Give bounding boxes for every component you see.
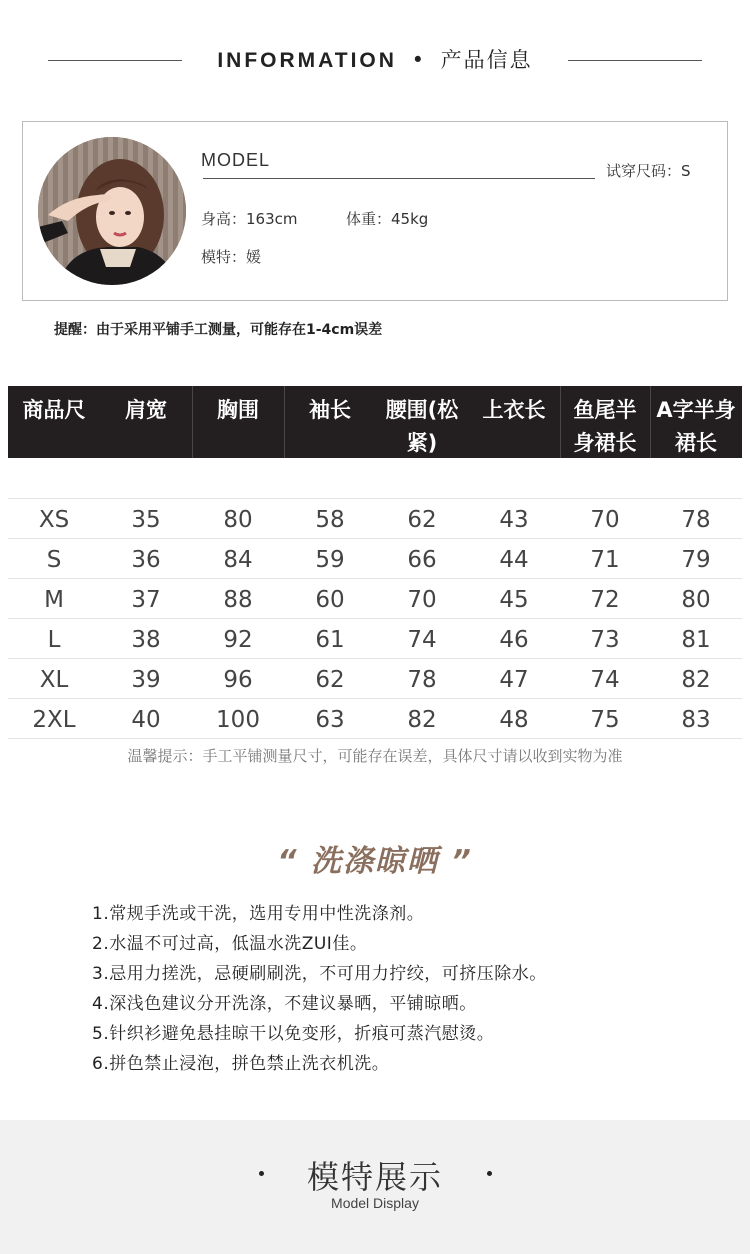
table-bottom-border bbox=[8, 738, 742, 739]
table-cell: 79 bbox=[681, 547, 711, 573]
table-cell: 63 bbox=[315, 707, 345, 733]
table-cell: 78 bbox=[407, 667, 437, 693]
model-name: 模特：媛 bbox=[201, 248, 262, 266]
model-weight: 体重：45kg bbox=[346, 210, 429, 228]
table-cell: S bbox=[46, 547, 62, 573]
table-cell: 61 bbox=[315, 627, 345, 653]
section-title-cn: 产品信息 bbox=[440, 48, 533, 72]
table-cell: M bbox=[44, 587, 64, 613]
table-cell: 96 bbox=[223, 667, 253, 693]
table-cell: 66 bbox=[407, 547, 437, 573]
washing-item: 6.拼色禁止浸泡，拼色禁止洗衣机洗。 bbox=[92, 1054, 390, 1074]
table-cell: XS bbox=[38, 507, 70, 533]
table-cell: 92 bbox=[223, 627, 253, 653]
table-cell: 60 bbox=[315, 587, 345, 613]
table-cell: 81 bbox=[681, 627, 711, 653]
table-cell: 43 bbox=[499, 507, 529, 533]
try-size: 试穿尺码：S bbox=[606, 162, 691, 180]
table-cell: 45 bbox=[499, 587, 529, 613]
table-cell: L bbox=[47, 627, 61, 653]
model-avatar bbox=[38, 137, 186, 285]
table-cell: 70 bbox=[407, 587, 437, 613]
washing-item: 3.忌用力搓洗，忌硬刷刷洗，不可用力拧绞，可挤压除水。 bbox=[92, 964, 547, 984]
header-cell: 袖长 bbox=[309, 398, 351, 422]
model-label: MODEL bbox=[201, 150, 271, 170]
footer-subtitle: Model Display bbox=[331, 1195, 419, 1211]
washing-item: 4.深浅色建议分开洗涤，不建议暴晒，平铺晾晒。 bbox=[92, 994, 477, 1014]
table-cell: 88 bbox=[223, 587, 253, 613]
model-height: 身高：163cm bbox=[201, 210, 298, 228]
model-card bbox=[22, 121, 728, 301]
header-cell: 鱼尾半身裙长 bbox=[573, 398, 637, 455]
header-cell: 腰围(松紧) bbox=[385, 398, 459, 455]
table-cell: 73 bbox=[590, 627, 620, 653]
table-cell: 39 bbox=[131, 667, 161, 693]
table-cell: 58 bbox=[315, 507, 345, 533]
header-cell: 胸围 bbox=[217, 398, 259, 422]
measurement-notice: 提醒：由于采用平铺手工测量，可能存在1-4cm误差 bbox=[54, 322, 383, 338]
table-cell: 83 bbox=[681, 707, 711, 733]
section-title-en: INFORMATION bbox=[217, 49, 397, 72]
table-cell: 59 bbox=[315, 547, 345, 573]
table-cell: 48 bbox=[499, 707, 529, 733]
header-cell: 肩宽 bbox=[125, 398, 167, 422]
table-cell: 70 bbox=[590, 507, 620, 533]
header-cell: 上衣长 bbox=[482, 398, 546, 422]
washing-item: 5.针织衫避免悬挂晾干以免变形，折痕可蒸汽慰烫。 bbox=[92, 1024, 495, 1044]
size-table-header bbox=[8, 386, 742, 458]
table-cell: 82 bbox=[407, 707, 437, 733]
table-cell: 74 bbox=[590, 667, 620, 693]
table-cell: 78 bbox=[681, 507, 711, 533]
table-cell: 37 bbox=[131, 587, 161, 613]
table-cell: 75 bbox=[590, 707, 620, 733]
table-row bbox=[8, 618, 742, 658]
table-cell: 40 bbox=[131, 707, 161, 733]
table-cell: 36 bbox=[131, 547, 161, 573]
table-row bbox=[8, 538, 742, 578]
table-cell: 35 bbox=[131, 507, 161, 533]
table-cell: 100 bbox=[216, 707, 260, 733]
table-row bbox=[8, 658, 742, 698]
table-cell: 72 bbox=[590, 587, 620, 613]
section-title bbox=[0, 44, 750, 74]
washing-item: 1.常规手洗或干洗，选用专用中性洗涤剂。 bbox=[92, 904, 425, 924]
model-photo-icon bbox=[38, 137, 186, 285]
section-title-dot: • bbox=[411, 48, 426, 72]
table-cell: 62 bbox=[407, 507, 437, 533]
table-cell: 38 bbox=[131, 627, 161, 653]
table-cell: 80 bbox=[681, 587, 711, 613]
table-row bbox=[8, 698, 742, 738]
table-cell: 82 bbox=[681, 667, 711, 693]
table-cell: 84 bbox=[223, 547, 253, 573]
table-cell: 47 bbox=[499, 667, 529, 693]
header-cell: 商品尺 bbox=[22, 398, 86, 422]
header-cell: A字半身裙长 bbox=[656, 398, 736, 455]
table-cell: 74 bbox=[407, 627, 437, 653]
table-cell: 2XL bbox=[32, 707, 76, 733]
washing-item: 2.水温不可过高，低温水洗ZUI佳。 bbox=[92, 934, 368, 954]
table-cell: 80 bbox=[223, 507, 253, 533]
table-cell: 71 bbox=[590, 547, 620, 573]
table-row bbox=[8, 578, 742, 618]
table-row bbox=[8, 498, 742, 538]
table-note: 温馨提示：手工平铺测量尺寸，可能存在误差，具体尺寸请以收到实物为准 bbox=[127, 747, 623, 765]
table-cell: 44 bbox=[499, 547, 529, 573]
footer-title: 模特展示 bbox=[306, 1158, 443, 1196]
table-cell: XL bbox=[39, 667, 69, 693]
table-cell: 46 bbox=[499, 627, 529, 653]
table-cell: 62 bbox=[315, 667, 345, 693]
model-underline bbox=[203, 178, 595, 179]
washing-title: “ 洗涤晾晒 ” bbox=[277, 844, 473, 879]
